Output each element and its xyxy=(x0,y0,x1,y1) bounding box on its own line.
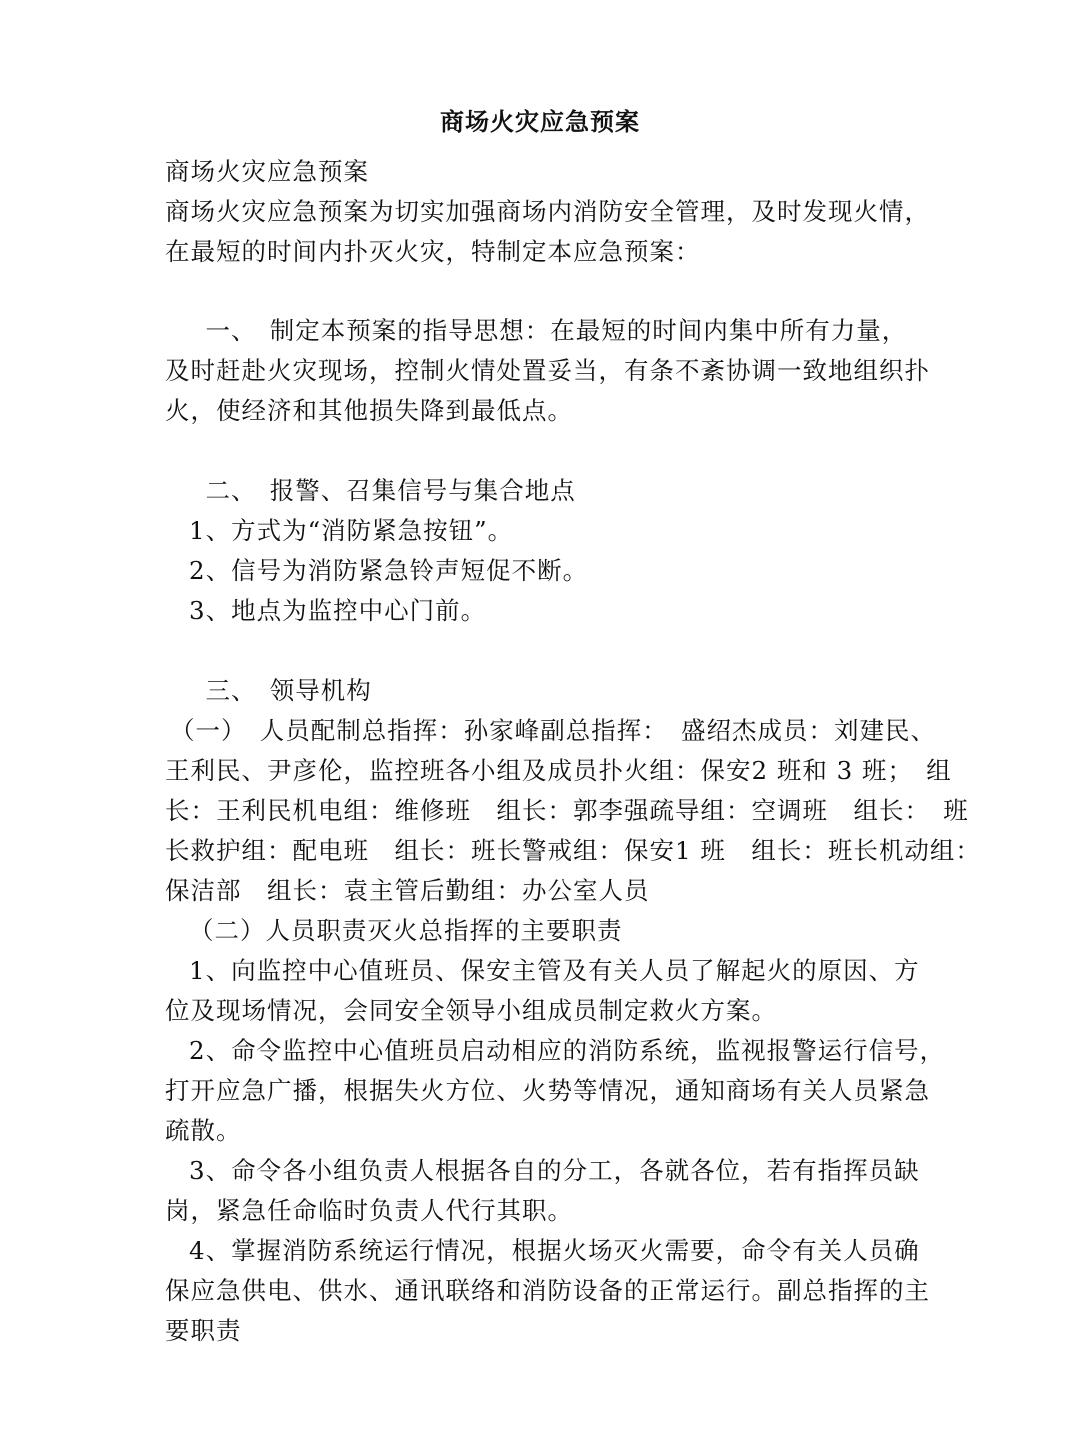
text-line-org-5: 保洁部 组长：袁主管后勤组：办公室人员 xyxy=(165,876,650,905)
section-heading-3: 三、 领导机构 xyxy=(180,676,372,705)
duty-3-line-1: 3、命令各小组负责人根据各自的分工，各就各位，若有指挥员缺 xyxy=(189,1156,920,1185)
duty-1-line-2: 位及现场情况，会同安全领导小组成员制定救火方案。 xyxy=(165,996,777,1025)
text-line-org-4: 长救护组：配电班 组长：班长警戒组：保安1 班 组长：班长机动组： xyxy=(165,836,981,865)
text-line-intro-1: 商场火灾应急预案为切实加强商场内消防安全管理，及时发现火情， xyxy=(165,197,930,226)
text-line-subtitle: 商场火灾应急预案 xyxy=(165,157,369,186)
duty-2-line-3: 疏散。 xyxy=(165,1116,242,1145)
text-line-section1-2: 及时赶赴火灾现场，控制火情处置妥当，有条不紊协调一致地组织扑 xyxy=(165,356,930,385)
text-line-intro-2: 在最短的时间内扑灭火灾，特制定本应急预案： xyxy=(165,237,701,266)
duty-4-line-2: 保应急供电、供水、通讯联络和消防设备的正常运行。副总指挥的主 xyxy=(165,1276,930,1305)
section-heading-2: 二、 报警、召集信号与集合地点 xyxy=(180,476,576,505)
list-item-3: 3、地点为监控中心门前。 xyxy=(189,596,487,625)
duty-3-line-2: 岗，紧急任命临时负责人代行其职。 xyxy=(165,1196,573,1225)
duty-2-line-2: 打开应急广播，根据失火方位、火势等情况，通知商场有关人员紧急 xyxy=(165,1076,930,1105)
duty-2-line-1: 2、命令监控中心值班员启动相应的消防系统，监视报警运行信号， xyxy=(189,1036,946,1065)
list-item-2: 2、信号为消防紧急铃声短促不断。 xyxy=(189,556,589,585)
section-heading-1: 一、 制定本预案的指导思想：在最短的时间内集中所有力量， xyxy=(180,316,908,345)
list-item-1: 1、方式为“消防紧急按钮”。 xyxy=(189,516,514,545)
text-line-org-1: （一） 人员配制总指挥：孙家峰副总指挥： 盛绍杰成员：刘建民、 xyxy=(170,716,936,745)
duty-4-line-1: 4、掌握消防系统运行情况，根据火场灭火需要，命令有关人员确 xyxy=(189,1236,920,1265)
duty-4-line-3: 要职责 xyxy=(165,1316,242,1345)
text-line-org-2: 王利民、尹彦伦，监控班各小组及成员扑火组：保安2 班和 3 班； 组 xyxy=(165,756,952,785)
text-line-section1-3: 火，使经济和其他损失降到最低点。 xyxy=(165,396,573,425)
duty-1-line-1: 1、向监控中心值班员、保安主管及有关人员了解起火的原因、方 xyxy=(189,956,920,985)
document-title: 商场火灾应急预案 xyxy=(440,107,640,136)
text-line-org-3: 长：王利民机电组：维修班 组长：郭李强疏导组：空调班 组长： 班 xyxy=(165,796,969,825)
subsection-heading-2: （二）人员职责灭火总指挥的主要职责 xyxy=(189,916,623,945)
